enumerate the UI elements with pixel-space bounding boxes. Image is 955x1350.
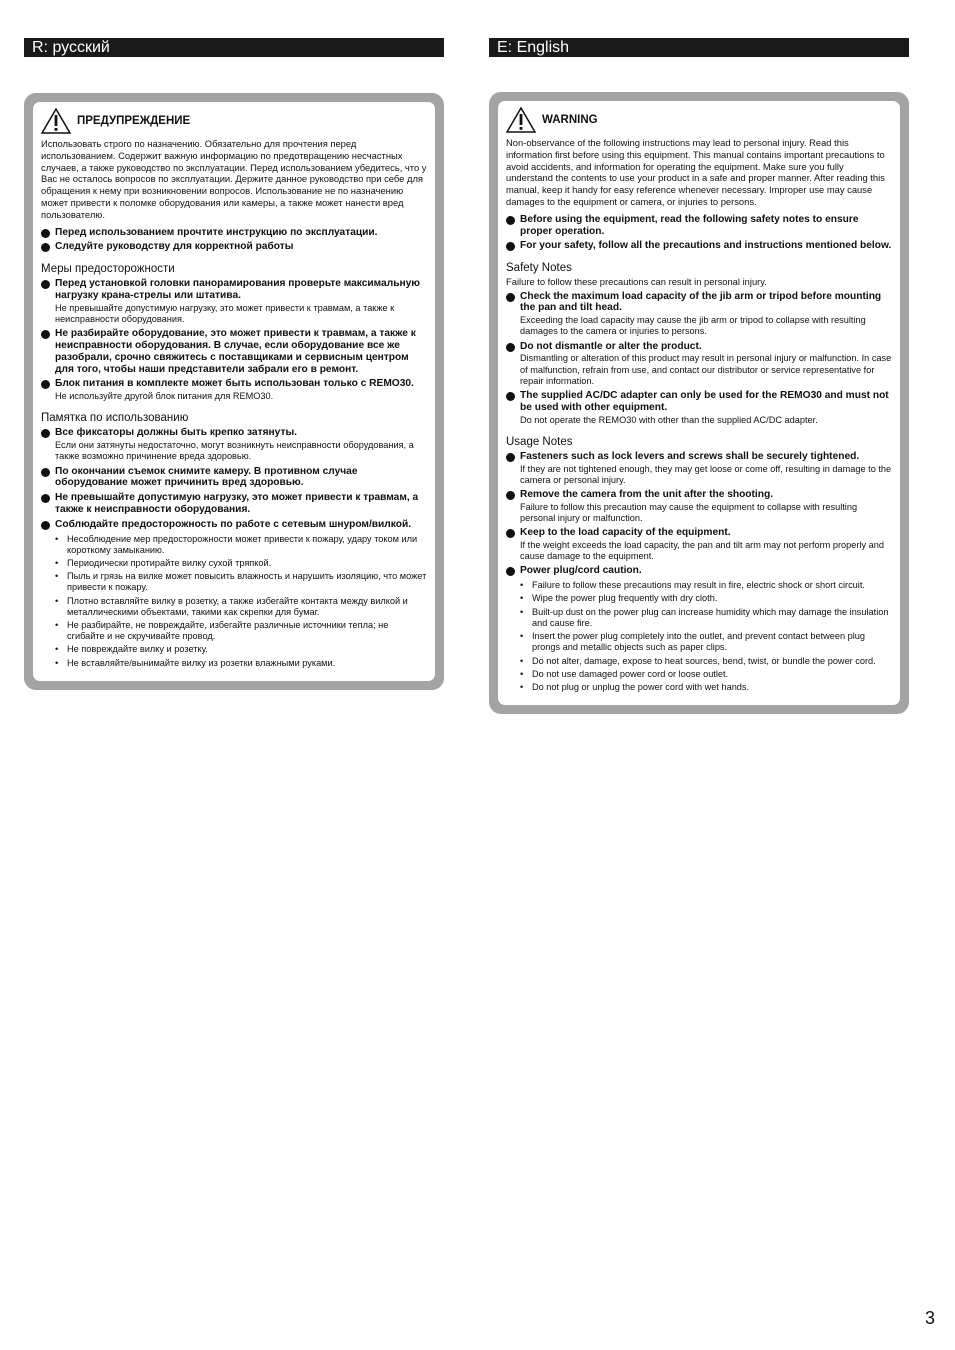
safety-section-note-en: Failure to follow these precautions can result in personal injury.	[506, 276, 767, 288]
bullet-icon	[506, 567, 515, 576]
bullet-icon	[41, 521, 50, 530]
list-item: Не разбирайте оборудование, это может привести к травмам, а также к неисправности оборудования. В случае, если оборудование все же разобрали, срочно свяжитесь с поставщиками и сервисным центром для того, чтобы наши представители забрали его в ремонт.	[41, 328, 427, 375]
list-item: Remove the camera from the unit after the shooting. Failure to follow this precaution may cause the equipment to collapse with resulting personal injury or malfunction.	[506, 489, 892, 524]
safety-section-title-ru: Меры предосторожности	[41, 263, 175, 276]
safety-section-title-en: Safety Notes	[506, 262, 572, 275]
list-item: Перед установкой головки панорамирования проверьте максимальную нагрузку крана-стрелы или штатива. Не превышайте допустимую нагрузку, это может привести к травмам, а также к неисправности оборудования.	[41, 278, 427, 325]
list-item: По окончании съемок снимите камеру. В противном случае оборудование может причинить вред здоровью.	[41, 466, 427, 490]
bullet-icon	[506, 491, 515, 500]
list-item: Блок питания в комплекте может быть использован только с REMO30. Не используйте другой блок питания для REMO30.	[41, 378, 427, 402]
warning-triangle-icon	[41, 108, 71, 134]
english-column	[489, 38, 909, 714]
list-item: Следуйте руководству для корректной работы	[41, 241, 427, 253]
list-item: • Не повреждайте вилку и розетку.	[55, 644, 427, 655]
list-item: Перед использованием прочтите инструкцию по эксплуатации.	[41, 227, 427, 239]
bullet-icon	[506, 453, 515, 462]
list-item: • Периодически протирайте вилку сухой тряпкой.	[55, 558, 427, 569]
bullet-icon	[41, 494, 50, 503]
page-number: 3	[924, 1308, 935, 1328]
bullet-icon	[41, 330, 50, 339]
warning-panel-ru	[33, 102, 435, 681]
list-item: • Failure to follow these precautions may result in fire, electric shock or short circuit.	[520, 580, 892, 591]
warning-panel-en	[498, 101, 900, 705]
bullet-icon	[506, 529, 515, 538]
list-item: • Built-up dust on the power plug can increase humidity which may damage the insulation and cause fire.	[520, 607, 892, 629]
list-item: Fasteners such as lock levers and screws shall be securely tightened. If they are not tightened enough, they may get loose or come off, resulting in damage to the camera or personal injury.	[506, 451, 892, 486]
warning-heading-en	[506, 107, 892, 133]
list-item: • Пыль и грязь на вилке может повысить влажность и нарушить изоляцию, что может привести к пожару.	[55, 571, 427, 593]
bullet-icon	[506, 216, 515, 225]
list-item: • Do not use damaged power cord or loose outlet.	[520, 669, 892, 680]
list-item: Соблюдайте предосторожность по работе с сетевым шнуром/вилкой.	[41, 519, 427, 531]
bullet-icon	[41, 280, 50, 289]
bullet-icon	[506, 392, 515, 401]
bullet-icon	[506, 293, 515, 302]
bullet-icon	[506, 242, 515, 251]
list-item: Before using the equipment, read the following safety notes to ensure proper operation.	[506, 214, 892, 238]
plug-caution-list-en	[506, 580, 892, 693]
list-item: Check the maximum load capacity of the jib arm or tripod before mounting the pan and tilt head. Exceeding the load capacity may cause the jib arm or tripod to collapse with resulting damages to the camera or injuries to persons.	[506, 291, 892, 338]
intro-text-ru: Использовать строго по назначению. Обязательно для прочтения перед использованием. Содержит важную информацию по предотвращению несчастных случаев, а также руководство по эксплуатации. Перед использованием убедитесь, что у Вас не осталось вопросов по эксплуатации. Держите данное руководство при себе для обращения к нему при возникновении вопросов. Использование не по назначению может привести к поломке оборудования или камеры, а также может нанести вред пользователю.	[41, 138, 427, 220]
list-item: • Не разбирайте, не повреждайте, избегайте различные источники тепла; не сгибайте и не скручивайте провод.	[55, 620, 427, 642]
list-item: Все фиксаторы должны быть крепко затянуты. Если они затянуты недостаточно, могут возникнуть неисправности оборудования, а также возможно причинение вреда здоровью.	[41, 427, 427, 462]
list-item: • Do not plug or unplug the power cord with wet hands.	[520, 682, 892, 693]
list-item: The supplied AC/DC adapter can only be used for the REMO30 and must not be used with other equipment. Do not operate the REMO30 with other than the supplied AC/DC adapter.	[506, 390, 892, 426]
warning-frame-en	[489, 92, 909, 714]
language-header-ru: R: русский	[24, 38, 444, 57]
warning-heading-ru	[41, 108, 427, 134]
warning-triangle-icon	[506, 107, 536, 133]
bullet-icon	[506, 343, 515, 352]
bullet-icon	[41, 243, 50, 252]
usage-section-title-ru: Памятка по использованию	[41, 412, 189, 425]
list-item: • Несоблюдение мер предосторожности может привести к пожару, удару током или короткому замыканию.	[55, 534, 427, 556]
bullet-icon	[41, 380, 50, 389]
bullet-icon	[41, 429, 50, 438]
list-item: • Плотно вставляйте вилку в розетку, а также избегайте контакта между вилкой и металлическими объектами, такими как скрепки для бумаг.	[55, 596, 427, 618]
plug-caution-list-ru	[41, 534, 427, 669]
warning-title-en: WARNING	[542, 114, 598, 126]
list-item: Keep to the load capacity of the equipment. If the weight exceeds the load capacity, the pan and tilt arm may not perform properly and cause damage to the equipment.	[506, 527, 892, 562]
warning-frame-ru	[24, 93, 444, 690]
bullet-icon	[41, 468, 50, 477]
list-item: • Wipe the power plug frequently with dry cloth.	[520, 593, 892, 604]
usage-section-title-en: Usage Notes	[506, 435, 573, 448]
list-item: Не превышайте допустимую нагрузку, это может привести к травмам, а также к неисправности оборудования.	[41, 492, 427, 516]
russian-column	[24, 38, 444, 690]
list-item: • Do not alter, damage, expose to heat sources, bend, twist, or bundle the power cord.	[520, 656, 892, 667]
warning-title-ru: ПРЕДУПРЕЖДЕНИЕ	[77, 115, 191, 127]
list-item: • Не вставляйте/вынимайте вилку из розетки влажными руками.	[55, 658, 427, 669]
intro-text-en: Non-observance of the following instructions may lead to personal injury. Read this information first before using this equipment. This manual contains important precautions to avoid accidents, and information for operating the equipment. Make sure you fully understand the contents to use your product in a safe and proper manner. After reading this manual, keep it handy for easy reference whenever necessary. Improper use may cause damages to the equipment or camera, or injuries to persons.	[506, 137, 885, 207]
list-item: Do not dismantle or alter the product. Dismantling or alteration of this product may result in personal injury or malfunction. In case of malfunction, refrain from use, and contact our distributor or service representative for repair information.	[506, 341, 892, 387]
bullet-icon	[41, 229, 50, 238]
list-item: • Insert the power plug completely into the outlet, and prevent contact between plug prongs and metallic objects such as paper clips.	[520, 631, 892, 653]
language-header-en: E: English	[489, 38, 909, 57]
list-item: Power plug/cord caution.	[506, 565, 892, 577]
list-item: For your safety, follow all the precautions and instructions mentioned below.	[506, 240, 892, 252]
